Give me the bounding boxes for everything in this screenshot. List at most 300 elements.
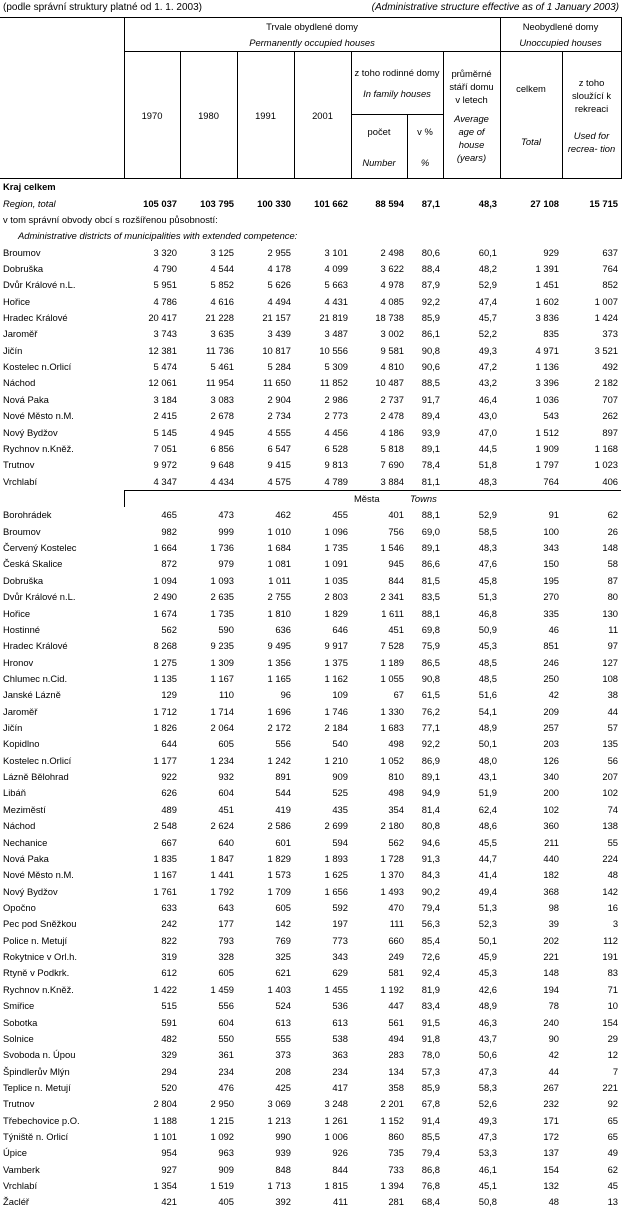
cell-value: 1 189 <box>380 656 404 668</box>
cell-value: 4 178 <box>267 262 291 274</box>
towns-heading-blank <box>500 490 621 507</box>
cell-value: 96 <box>280 689 291 701</box>
cell-value: 46 <box>548 623 560 635</box>
cell-value: 2 734 <box>267 410 291 422</box>
town-row <box>0 573 621 589</box>
cell-value: 667 <box>161 836 177 848</box>
table-header <box>0 18 621 179</box>
cell-value: 590 <box>218 623 234 635</box>
town-row <box>0 589 621 605</box>
cell-value: 48 <box>607 869 619 881</box>
cell-value: 1 455 <box>324 983 348 995</box>
cell-value: 954 <box>161 1147 177 1159</box>
town-row <box>0 1112 621 1128</box>
row-name: Kopidlno <box>3 738 40 750</box>
towns-heading-blank <box>0 490 124 507</box>
cell-value: 1 810 <box>267 607 291 619</box>
cell-value: 2 803 <box>324 591 348 603</box>
cell-value: 90,2 <box>421 885 440 897</box>
cell-value: 1 330 <box>380 705 404 717</box>
cell-value: 6 547 <box>267 442 291 454</box>
cell-value: 1 797 <box>535 459 560 471</box>
cell-value: 363 <box>332 1049 348 1061</box>
cell-value: 194 <box>543 983 560 995</box>
cell-value: 130 <box>602 607 619 619</box>
cell-value: 55 <box>607 836 619 848</box>
cell-value: 100 <box>543 525 560 537</box>
cell-value: 47,3 <box>478 1065 498 1077</box>
cell-value: 2 678 <box>210 410 234 422</box>
cell-value: 21 819 <box>319 312 348 324</box>
cell-value: 1 714 <box>210 705 234 717</box>
cell-value: 209 <box>543 705 560 717</box>
cell-value: 48,3 <box>478 475 498 487</box>
row-name: Kostelec n.Orlicí <box>3 361 72 373</box>
cell-value: 1 011 <box>268 574 291 586</box>
cell-value: 4 978 <box>380 279 404 291</box>
town-row <box>0 507 621 523</box>
header-total-en: Total <box>521 136 541 147</box>
cell-value: 281 <box>388 1196 404 1208</box>
region-name-en: Region, total <box>3 197 56 209</box>
cell-value: 621 <box>275 967 291 979</box>
row-name: Smiřice <box>3 1000 35 1012</box>
cell-value: 87 <box>607 574 619 586</box>
row-name: Opočno <box>3 901 36 913</box>
row-name: Nová Paka <box>3 852 49 864</box>
row-name: Janské Lázně <box>3 689 61 701</box>
cell-value: 4 434 <box>210 475 234 487</box>
cell-value: 224 <box>602 852 619 864</box>
cell-value: 49,4 <box>478 885 498 897</box>
cell-value: 406 <box>602 475 619 487</box>
cell-value: 85,5 <box>421 1131 440 1143</box>
cell-value: 94,9 <box>421 787 440 799</box>
cell-value: 108 <box>602 672 619 684</box>
cell-value: 555 <box>275 1032 291 1044</box>
cell-value: 325 <box>275 951 291 963</box>
cell-value: 9 813 <box>324 459 348 471</box>
cell-value: 990 <box>275 1131 291 1143</box>
cell-value: 249 <box>388 951 404 963</box>
cell-value: 85,9 <box>421 1081 440 1093</box>
table-body <box>0 179 621 1211</box>
cell-value: 48,0 <box>478 754 498 766</box>
cell-value: 421 <box>161 1196 177 1208</box>
cell-value: 89,1 <box>421 771 440 783</box>
town-row <box>0 834 621 850</box>
town-row <box>0 605 621 621</box>
cell-value: 129 <box>161 689 177 701</box>
cell-value: 1 829 <box>267 852 291 864</box>
cell-value: 92,2 <box>421 295 440 307</box>
cell-value: 45,8 <box>478 574 498 586</box>
cell-value: 58,5 <box>478 525 498 537</box>
cell-value: 1 683 <box>380 722 404 734</box>
cell-value: 54,1 <box>478 705 498 717</box>
cell-value: 246 <box>543 656 560 668</box>
cell-value: 4 616 <box>210 295 234 307</box>
cell-value: 195 <box>543 574 560 586</box>
cell-value: 48,5 <box>478 672 498 684</box>
cell-value: 945 <box>388 558 404 570</box>
cell-value: 498 <box>388 738 404 750</box>
region-value: 88 594 <box>375 197 404 209</box>
cell-value: 425 <box>275 1081 291 1093</box>
cell-value: 2 624 <box>210 820 234 832</box>
cell-value: 68,4 <box>421 1196 440 1208</box>
cell-value: 78,0 <box>421 1049 440 1061</box>
header-1970: 1970 <box>124 52 180 179</box>
towns-heading-cz: Města <box>351 490 407 507</box>
town-row <box>0 900 621 916</box>
cell-value: 581 <box>388 967 404 979</box>
cell-value: 852 <box>602 279 619 291</box>
cell-value: 154 <box>602 1016 619 1028</box>
town-row <box>0 524 621 540</box>
cell-value: 544 <box>275 787 291 799</box>
cell-value: 142 <box>275 918 291 930</box>
cell-value: 148 <box>602 542 619 554</box>
cell-value: 83,4 <box>421 1000 440 1012</box>
cell-value: 562 <box>388 836 404 848</box>
cell-value: 61,5 <box>421 689 440 701</box>
cell-value: 3 396 <box>535 377 560 389</box>
region-value: 48,3 <box>478 197 498 209</box>
row-name: Hradec Králové <box>3 312 68 324</box>
cell-value: 3 439 <box>267 328 291 340</box>
cell-value: 9 917 <box>324 640 348 652</box>
cell-value: 735 <box>388 1147 404 1159</box>
cell-value: 1 735 <box>210 607 234 619</box>
cell-value: 1 674 <box>153 607 177 619</box>
cell-value: 67 <box>393 689 404 701</box>
town-row <box>0 753 621 769</box>
cell-value: 1 459 <box>210 983 234 995</box>
cell-value: 329 <box>161 1049 177 1061</box>
cell-value: 56,3 <box>421 918 440 930</box>
town-row <box>0 720 621 736</box>
cell-value: 47,2 <box>478 361 498 373</box>
cell-value: 1 006 <box>324 1131 348 1143</box>
cell-value: 515 <box>161 1000 177 1012</box>
town-row <box>0 883 621 899</box>
cell-value: 150 <box>543 558 560 570</box>
row-name: Náchod <box>3 820 36 832</box>
cell-value: 4 186 <box>380 426 404 438</box>
cell-value: 636 <box>275 623 291 635</box>
towns-heading-row <box>0 490 621 507</box>
row-name: Trutnov <box>3 1098 35 1110</box>
town-row <box>0 1194 621 1210</box>
cell-value: 1 736 <box>210 542 234 554</box>
cell-value: 172 <box>543 1131 560 1143</box>
row-name: Nový Bydžov <box>3 885 58 897</box>
cell-value: 221 <box>602 1081 619 1093</box>
section-text-en: Administrative districts of municipalities with extended competence: <box>18 230 298 242</box>
cell-value: 197 <box>332 918 348 930</box>
cell-value: 860 <box>388 1131 404 1143</box>
cell-value: 769 <box>275 934 291 946</box>
cell-value: 102 <box>602 787 619 799</box>
cell-value: 1 023 <box>594 459 619 471</box>
cell-value: 538 <box>332 1032 348 1044</box>
cell-value: 50,9 <box>478 623 498 635</box>
cell-value: 756 <box>388 525 404 537</box>
town-row <box>0 1145 621 1161</box>
cell-value: 9 495 <box>267 640 291 652</box>
cell-value: 1 165 <box>267 672 291 684</box>
district-row <box>0 277 621 293</box>
cell-value: 234 <box>332 1065 348 1077</box>
cell-value: 12 381 <box>148 344 177 356</box>
header-corner <box>0 18 124 179</box>
cell-value: 1 035 <box>324 574 348 586</box>
cell-value: 1 611 <box>381 607 404 619</box>
cell-value: 142 <box>602 885 619 897</box>
cell-value: 4 085 <box>380 295 404 307</box>
cell-value: 93,9 <box>421 426 440 438</box>
cell-value: 2 478 <box>380 410 404 422</box>
cell-value: 62 <box>607 1163 619 1175</box>
cell-value: 1 177 <box>153 754 177 766</box>
cell-value: 42,6 <box>478 983 498 995</box>
cell-value: 43,7 <box>478 1032 498 1044</box>
cell-value: 78,4 <box>421 459 440 471</box>
cell-value: 3 <box>612 918 619 930</box>
cell-value: 200 <box>543 787 560 799</box>
row-name: Jičín <box>3 344 23 356</box>
cell-value: 203 <box>543 738 560 750</box>
cell-value: 52,6 <box>478 1098 498 1110</box>
cell-value: 18 738 <box>375 312 404 324</box>
cell-value: 81,1 <box>421 475 440 487</box>
cell-value: 451 <box>218 803 234 815</box>
cell-value: 1 394 <box>380 1180 404 1192</box>
row-name: Náchod <box>3 377 36 389</box>
region-value: 27 108 <box>530 197 560 209</box>
cell-value: 1 422 <box>153 983 177 995</box>
cell-value: 1 713 <box>267 1180 291 1192</box>
header-unoccupied-en: Unoccupied houses <box>500 35 621 52</box>
cell-value: 435 <box>332 803 348 815</box>
section-heading-en <box>0 228 621 244</box>
cell-value: 3 743 <box>153 328 177 340</box>
cell-value: 1 826 <box>153 722 177 734</box>
region-value: 105 037 <box>143 197 177 209</box>
cell-value: 2 737 <box>380 393 404 405</box>
region-value: 103 795 <box>200 197 234 209</box>
cell-value: 43,1 <box>478 771 498 783</box>
header-count-en: Number <box>362 156 396 168</box>
cell-value: 48,9 <box>478 722 498 734</box>
cell-value: 2 548 <box>153 820 177 832</box>
row-name: Jičín <box>3 722 23 734</box>
row-name: Třebechovice p.O. <box>3 1114 80 1126</box>
cell-value: 7 528 <box>380 640 404 652</box>
cell-value: 4 810 <box>380 361 404 373</box>
row-name: Chlumec n.Cid. <box>3 672 68 684</box>
caption-english: (Administrative structure effective as of 1 January 2003) <box>371 2 619 13</box>
row-name: Rychnov n.Kněž. <box>3 442 74 454</box>
district-row <box>0 457 621 473</box>
cell-value: 3 125 <box>210 246 234 258</box>
cell-value: 89,1 <box>421 442 440 454</box>
cell-value: 83 <box>607 967 619 979</box>
cell-value: 20 417 <box>148 312 177 324</box>
cell-value: 335 <box>543 607 560 619</box>
cell-value: 26 <box>607 525 619 537</box>
row-name: Jaroměř <box>3 328 38 340</box>
cell-value: 51,3 <box>478 901 498 913</box>
cell-value: 594 <box>332 836 348 848</box>
region-total-values-row <box>0 195 621 211</box>
cell-value: 45,1 <box>478 1180 498 1192</box>
cell-value: 88,4 <box>421 262 440 274</box>
cell-value: 91,4 <box>421 1114 440 1126</box>
row-name: Svoboda n. Úpou <box>3 1049 76 1061</box>
cell-value: 5 474 <box>153 361 177 373</box>
row-name: Česká Skalice <box>3 558 63 570</box>
town-row <box>0 769 621 785</box>
cell-value: 177 <box>218 918 234 930</box>
row-name: Police n. Metují <box>3 934 68 946</box>
cell-value: 4 786 <box>153 295 177 307</box>
cell-value: 3 521 <box>594 344 619 356</box>
row-name: Dobruška <box>3 574 44 586</box>
row-name: Meziměstí <box>3 803 46 815</box>
cell-value: 1 375 <box>324 656 348 668</box>
cell-value: 1 242 <box>267 754 291 766</box>
cell-value: 844 <box>332 1163 348 1175</box>
cell-value: 109 <box>332 689 348 701</box>
cell-value: 7 <box>612 1065 619 1077</box>
cell-value: 1 546 <box>380 542 404 554</box>
district-row <box>0 441 621 457</box>
cell-value: 48,5 <box>478 656 498 668</box>
cell-value: 328 <box>218 951 234 963</box>
cell-value: 9 648 <box>210 459 234 471</box>
cell-value: 2 586 <box>267 820 291 832</box>
cell-value: 81,9 <box>421 983 440 995</box>
cell-value: 45,5 <box>478 836 498 848</box>
row-name: Rokytnice v Orl.h. <box>3 951 77 963</box>
town-row <box>0 851 621 867</box>
district-row <box>0 392 621 408</box>
cell-value: 3 884 <box>380 475 404 487</box>
cell-value: 110 <box>219 689 234 701</box>
cell-value: 2 699 <box>324 820 348 832</box>
cell-value: 4 456 <box>324 426 348 438</box>
cell-value: 373 <box>275 1049 291 1061</box>
cell-value: 3 069 <box>267 1098 291 1110</box>
district-row <box>0 261 621 277</box>
cell-value: 561 <box>388 1016 404 1028</box>
row-name: Vrchlabí <box>3 475 38 487</box>
cell-value: 90,8 <box>421 672 440 684</box>
cell-value: 11 736 <box>206 344 234 356</box>
cell-value: 4 347 <box>153 475 177 487</box>
cell-value: 613 <box>332 1016 348 1028</box>
cell-value: 45,9 <box>478 951 498 963</box>
cell-value: 604 <box>218 787 234 799</box>
cell-value: 1 893 <box>324 852 348 864</box>
row-name: Teplice n. Metují <box>3 1081 71 1093</box>
cell-value: 77,1 <box>421 722 440 734</box>
cell-value: 926 <box>332 1147 348 1159</box>
cell-value: 208 <box>275 1065 291 1077</box>
cell-value: 343 <box>543 542 560 554</box>
row-name: Červený Kostelec <box>3 542 77 554</box>
cell-value: 646 <box>332 623 348 635</box>
header-count-cz: počet <box>367 125 391 137</box>
cell-value: 9 581 <box>380 344 404 356</box>
cell-value: 1 309 <box>210 656 234 668</box>
header-family-cz: z toho rodinné domy <box>354 67 440 78</box>
district-row <box>0 359 621 375</box>
cell-value: 89,1 <box>421 542 440 554</box>
row-name: Pec pod Sněžkou <box>3 918 77 930</box>
cell-value: 52,9 <box>478 509 498 521</box>
row-name: Hradec Králové <box>3 640 68 652</box>
cell-value: 605 <box>275 901 291 913</box>
cell-value: 2 904 <box>267 393 291 405</box>
cell-value: 5 145 <box>153 426 177 438</box>
cell-value: 2 773 <box>324 410 348 422</box>
cell-value: 5 626 <box>267 279 291 291</box>
cell-value: 5 284 <box>267 361 291 373</box>
cell-value: 963 <box>218 1147 234 1159</box>
town-row <box>0 1178 621 1194</box>
cell-value: 3 487 <box>324 328 348 340</box>
cell-value: 51,6 <box>478 689 498 701</box>
cell-value: 44,7 <box>478 852 498 864</box>
town-row <box>0 1014 621 1030</box>
cell-value: 492 <box>602 361 619 373</box>
cell-value: 86,8 <box>421 1163 440 1175</box>
cell-value: 4 575 <box>267 475 291 487</box>
cell-value: 1 709 <box>267 885 291 897</box>
cell-value: 91 <box>548 509 560 521</box>
cell-value: 1 094 <box>153 574 177 586</box>
cell-value: 42 <box>548 689 560 701</box>
cell-value: 92,2 <box>421 738 440 750</box>
header-avg-age <box>443 52 500 179</box>
cell-value: 51,9 <box>478 787 498 799</box>
row-name: Vamberk <box>3 1163 40 1175</box>
cell-value: 4 555 <box>267 426 291 438</box>
cell-value: 81,4 <box>421 803 440 815</box>
cell-value: 86,9 <box>421 754 440 766</box>
cell-value: 764 <box>543 475 560 487</box>
cell-value: 419 <box>275 803 291 815</box>
row-name: Kostelec n.Orlicí <box>3 754 72 766</box>
town-row <box>0 982 621 998</box>
town-row <box>0 1031 621 1047</box>
cell-value: 482 <box>161 1032 177 1044</box>
cell-value: 929 <box>543 246 560 258</box>
cell-value: 536 <box>332 1000 348 1012</box>
houses-table <box>0 17 622 1211</box>
cell-value: 41,4 <box>478 869 498 881</box>
cell-value: 2 498 <box>380 246 404 258</box>
header-recreation <box>562 52 621 179</box>
cell-value: 1 152 <box>380 1114 404 1126</box>
cell-value: 10 487 <box>375 377 404 389</box>
cell-value: 982 <box>161 525 177 537</box>
cell-value: 2 635 <box>210 591 234 603</box>
cell-value: 1 835 <box>153 852 177 864</box>
